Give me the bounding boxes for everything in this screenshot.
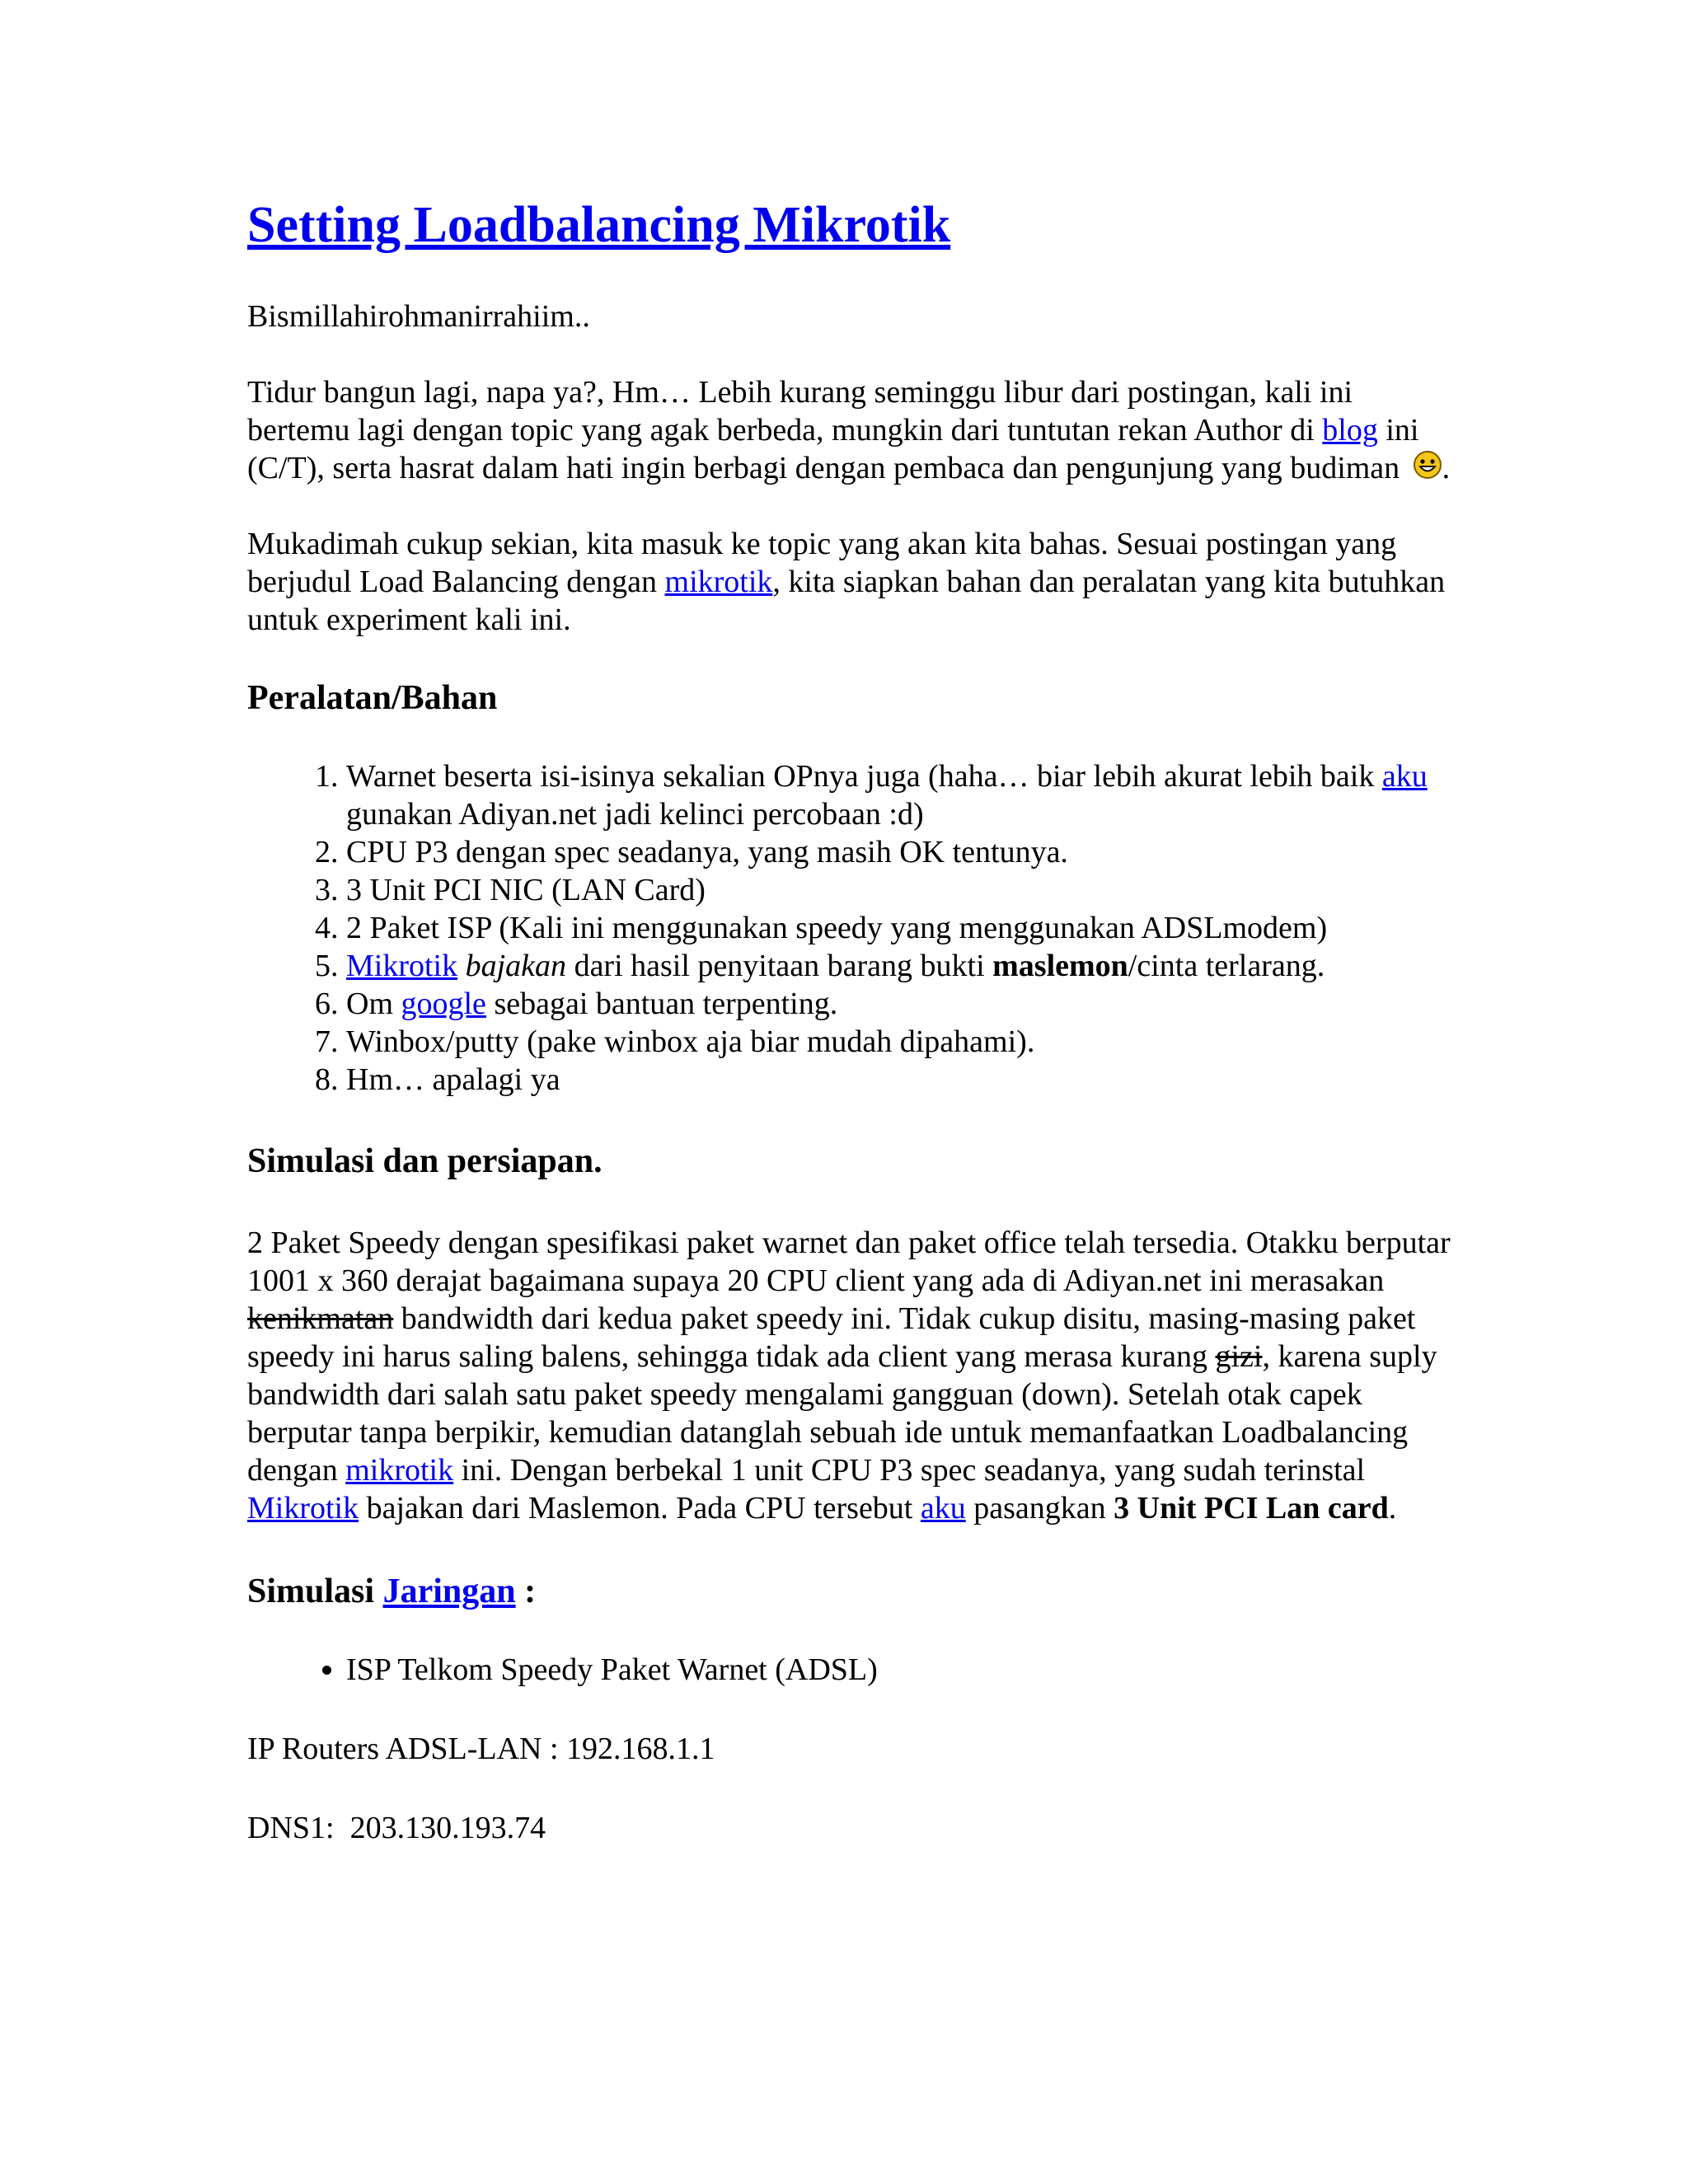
speedy-text-6: pasangkan (965, 1491, 1114, 1526)
list-item: • ISP Telkom Speedy Paket Warnet (ADSL) (346, 1651, 1451, 1689)
mukadimah-text-1: Mukadimah cukup sekian, kita masuk ke topic yang akan kita bahas. Sesuai postingan yang berjudul Load Balancing dengan (247, 527, 1397, 600)
strike-kenikmatan: kenikmatan (247, 1301, 394, 1337)
item6-text-1: Om (346, 987, 401, 1022)
intro-text-2: ini (C/T), serta hasrat dalam hati ingin berbagi dengan pembaca dan pengunjung yang budiman (247, 413, 1419, 486)
intro-text-1: Tidur bangun lagi, napa ya?, Hm… Lebih kurang seminggu libur dari postingan, kali ini bertemu lagi dengan topic yang agak berbeda, mungkin dari tuntutan rekan Author di (247, 375, 1353, 448)
mikrotik-link-3[interactable]: Mikrotik (247, 1491, 359, 1526)
item5-text-2: /cinta terlarang. (1128, 949, 1325, 984)
smiley-icon (1413, 450, 1442, 480)
blog-link[interactable]: blog (1322, 413, 1378, 448)
mukadimah-paragraph (247, 525, 1451, 639)
mikrotik-link-2[interactable]: mikrotik (345, 1453, 454, 1488)
list-item: 8. Hm… apalagi ya (346, 1061, 1451, 1099)
peralatan-heading: Peralatan/Bahan (247, 679, 498, 718)
mukadimah-text-2: , kita siapkan bahan dan peralatan yang kita butuhkan untuk experiment kali ini. (247, 565, 1446, 638)
item5-italic: bajakan (465, 949, 567, 984)
list-item: 4. 2 Paket ISP (Kali ini menggunakan speedy yang menggunakan ADSLmodem) (346, 909, 1451, 947)
google-link[interactable]: google (401, 987, 486, 1022)
list-item (346, 985, 1451, 1023)
isp-list (247, 1651, 1451, 1689)
speedy-text-5: bajakan dari Maslemon. Pada CPU tersebut (359, 1491, 921, 1526)
speedy-text-2: bandwidth dari kedua paket speedy ini. Tidak cukup disitu, masing-masing paket speedy ini harus saling balens, sehingga tidak ada client yang merasa kurang (247, 1301, 1416, 1375)
strike-gizi: gizi (1215, 1339, 1263, 1375)
lan-card-bold: 3 Unit PCI Lan card (1114, 1491, 1389, 1526)
item5-bold: maslemon (992, 949, 1128, 984)
aku-link-2[interactable]: aku (920, 1491, 966, 1526)
mikrotik-link[interactable]: mikrotik (664, 565, 773, 600)
item1-text-1: Warnet beserta isi-isinya sekalian OPnya juga (haha… biar lebih akurat lebih baik (346, 759, 1382, 794)
bismillah-paragraph: Bismillahirohmanirrahiim.. (247, 299, 590, 335)
aku-link[interactable]: aku (1381, 759, 1428, 794)
simulasi-heading: Simulasi dan persiapan. (247, 1142, 603, 1181)
document-page (247, 196, 1451, 1847)
page-title (247, 196, 1451, 255)
speedy-paragraph (247, 1224, 1451, 1527)
ip-routers-line: IP Routers ADSL-LAN : 192.168.1.1 (247, 1732, 715, 1767)
intro-text-3: . (1442, 451, 1451, 486)
list-item: 7. Winbox/putty (pake winbox aja biar mudah dipahami). (346, 1023, 1451, 1061)
dns1-line: DNS1: 203.130.193.74 (247, 1811, 546, 1846)
item6-text-2: sebagai bantuan terpenting. (485, 987, 838, 1022)
jaringan-heading (247, 1570, 1451, 1613)
mikrotik-item-link[interactable]: Mikrotik (346, 949, 458, 984)
item1-text-2: gunakan Adiyan.net jadi kelinci percobaan :d) (346, 797, 924, 832)
list-item: 3. 3 Unit PCI NIC (LAN Card) (346, 871, 1451, 909)
speedy-text-1: 2 Paket Speedy dengan spesifikasi paket warnet dan paket office telah tersedia. Otakku berputar 1001 x 360 derajat bagaimana supaya 20 CPU client yang ada di Adiyan.net ini merasakan (247, 1226, 1451, 1299)
tools-list (247, 757, 1451, 1099)
item5-text-1: dari hasil penyitaan barang bukti (566, 949, 993, 984)
jaringan-link[interactable]: Jaringan (382, 1572, 516, 1611)
speedy-text-7: . (1388, 1491, 1397, 1526)
jaringan-prefix: Simulasi (247, 1572, 383, 1611)
speedy-text-4: ini. Dengan berbekal 1 unit CPU P3 spec seadanya, yang sudah terinstal (453, 1453, 1366, 1488)
jaringan-suffix: : (515, 1572, 537, 1611)
list-item (346, 757, 1451, 833)
intro-paragraph (247, 373, 1451, 487)
title-link[interactable]: Setting Loadbalancing Mikrotik (247, 197, 951, 253)
list-item (346, 947, 1451, 985)
list-item: 2. CPU P3 dengan spec seadanya, yang masih OK tentunya. (346, 833, 1451, 871)
speedy-text-3: , karena suply bandwidth dari salah satu paket speedy mengalami gangguan (down). Setelah otak capek berputar tanpa berpikir, kemudian datanglah sebuah ide untuk memanfaatkan Loadbalancing dengan (247, 1339, 1437, 1488)
